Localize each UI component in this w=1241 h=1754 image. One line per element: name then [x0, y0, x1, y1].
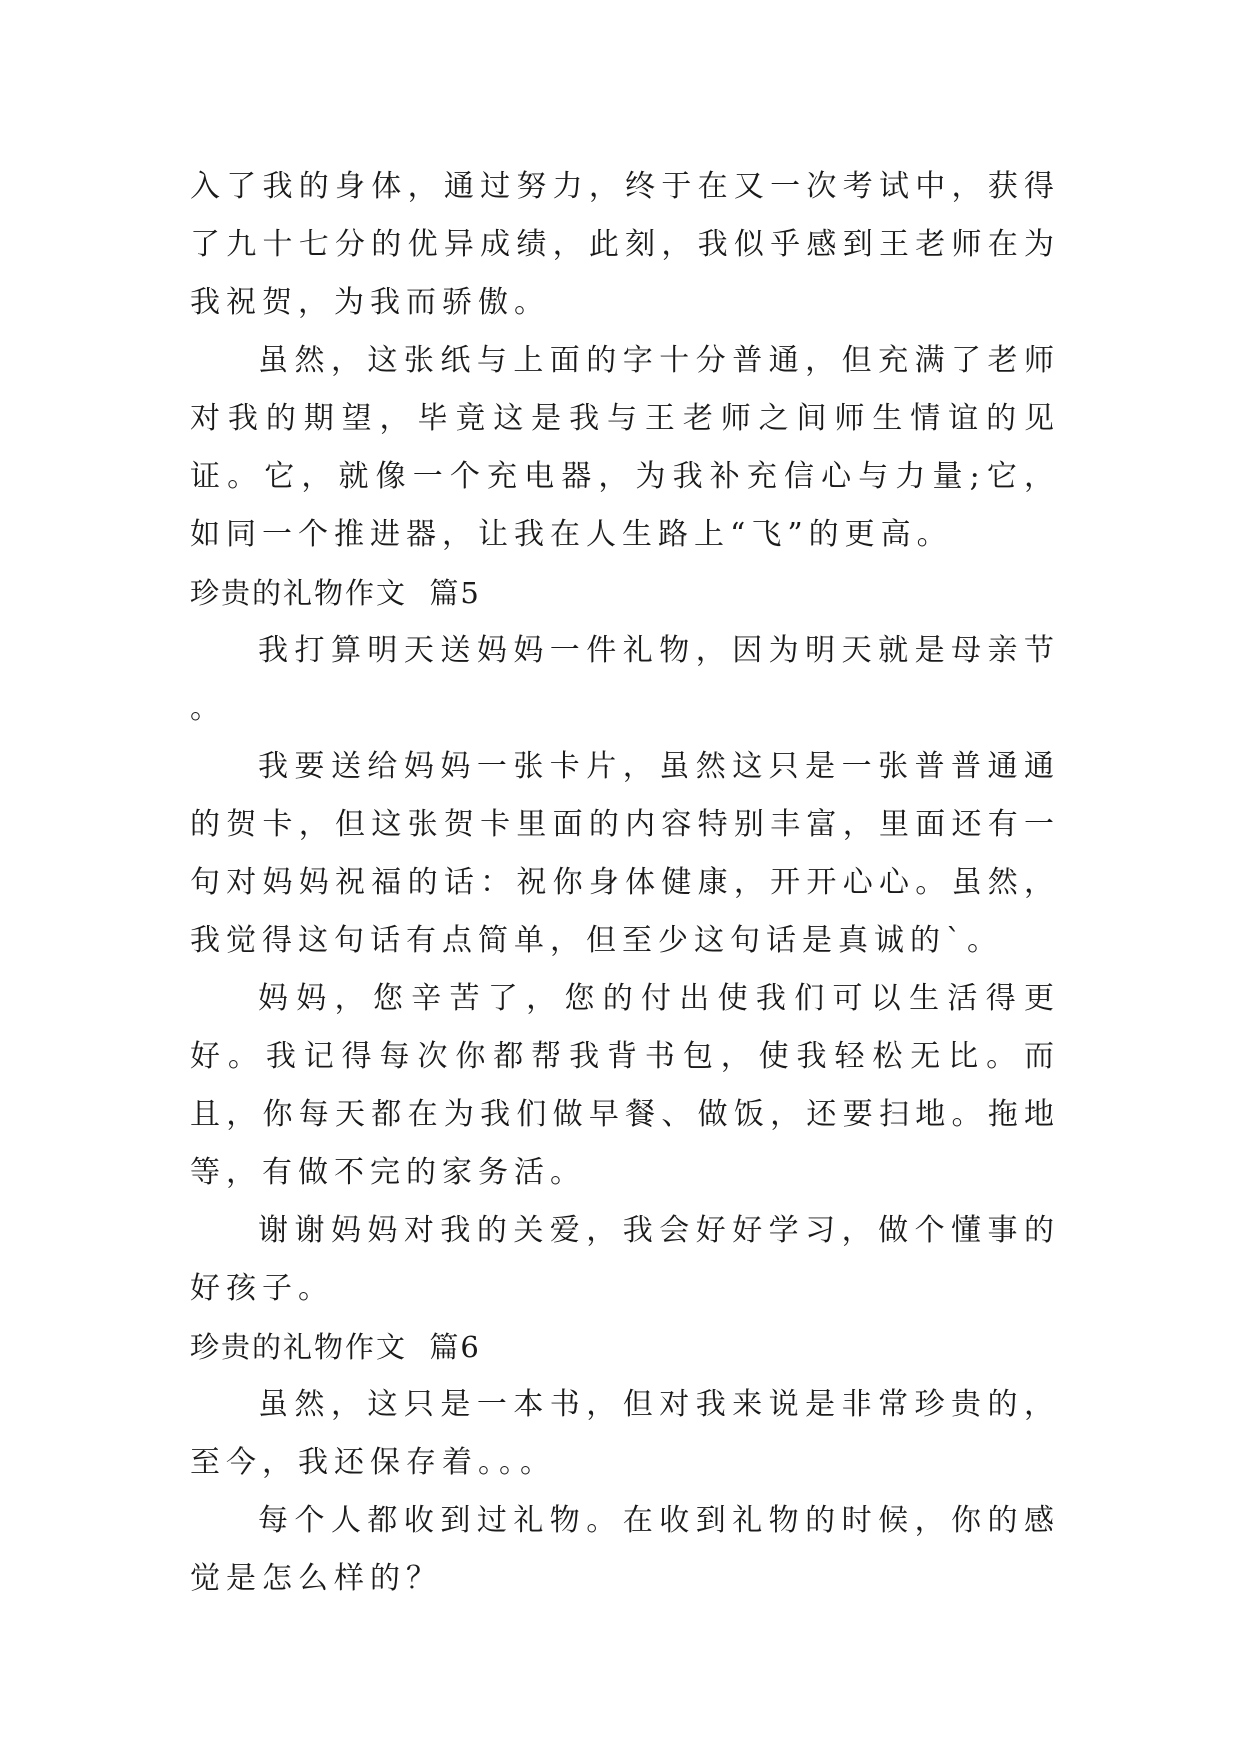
document-page [190, 158, 1060, 1608]
paragraph-continuation: 入了我的身体，通过努力，终于在又一次考试中，获得了九十七分的优异成绩，此刻，我似乎感到王老师在为我祝贺，为我而骄傲。 [190, 169, 1060, 320]
paragraph: 虽然，这张纸与上面的字十分普通，但充满了老师对我的期望，毕竟这是我与王老师之间师生情谊的见证。它，就像一个充电器，为我补充信心与力量;它，如同一个推进器，让我在人生路上“飞”的更高。 [190, 343, 1060, 552]
section-heading: 珍贵的礼物作文 篇6 [190, 1330, 481, 1364]
paragraph: 我打算明天送妈妈一件礼物，因为明天就是母亲节 。 [190, 633, 1060, 726]
section-heading: 珍贵的礼物作文 篇5 [190, 576, 481, 610]
paragraph: 妈妈，您辛苦了，您的付出使我们可以生活得更好。我记得每次你都帮我背书包，使我轻松无比。而且，你每天都在为我们做早餐、做饭，还要扫地。拖地等，有做不完的家务活。 [190, 981, 1060, 1190]
paragraph: 虽然，这只是一本书，但对我来说是非常珍贵的，至今，我还保存着。。。 [190, 1387, 1060, 1480]
paragraph: 我要送给妈妈一张卡片，虽然这只是一张普普通通的贺卡，但这张贺卡里面的内容特别丰富，里面还有一句对妈妈祝福的话：祝你身体健康，开开心心。虽然，我觉得这句话有点简单，但至少这句话是真诚的`。 [190, 749, 1060, 958]
paragraph: 谢谢妈妈对我的关爱，我会好好学习，做个懂事的好孩子。 [190, 1213, 1060, 1306]
paragraph: 每个人都收到过礼物。在收到礼物的时候，你的感觉是怎么样的？ [190, 1503, 1060, 1596]
